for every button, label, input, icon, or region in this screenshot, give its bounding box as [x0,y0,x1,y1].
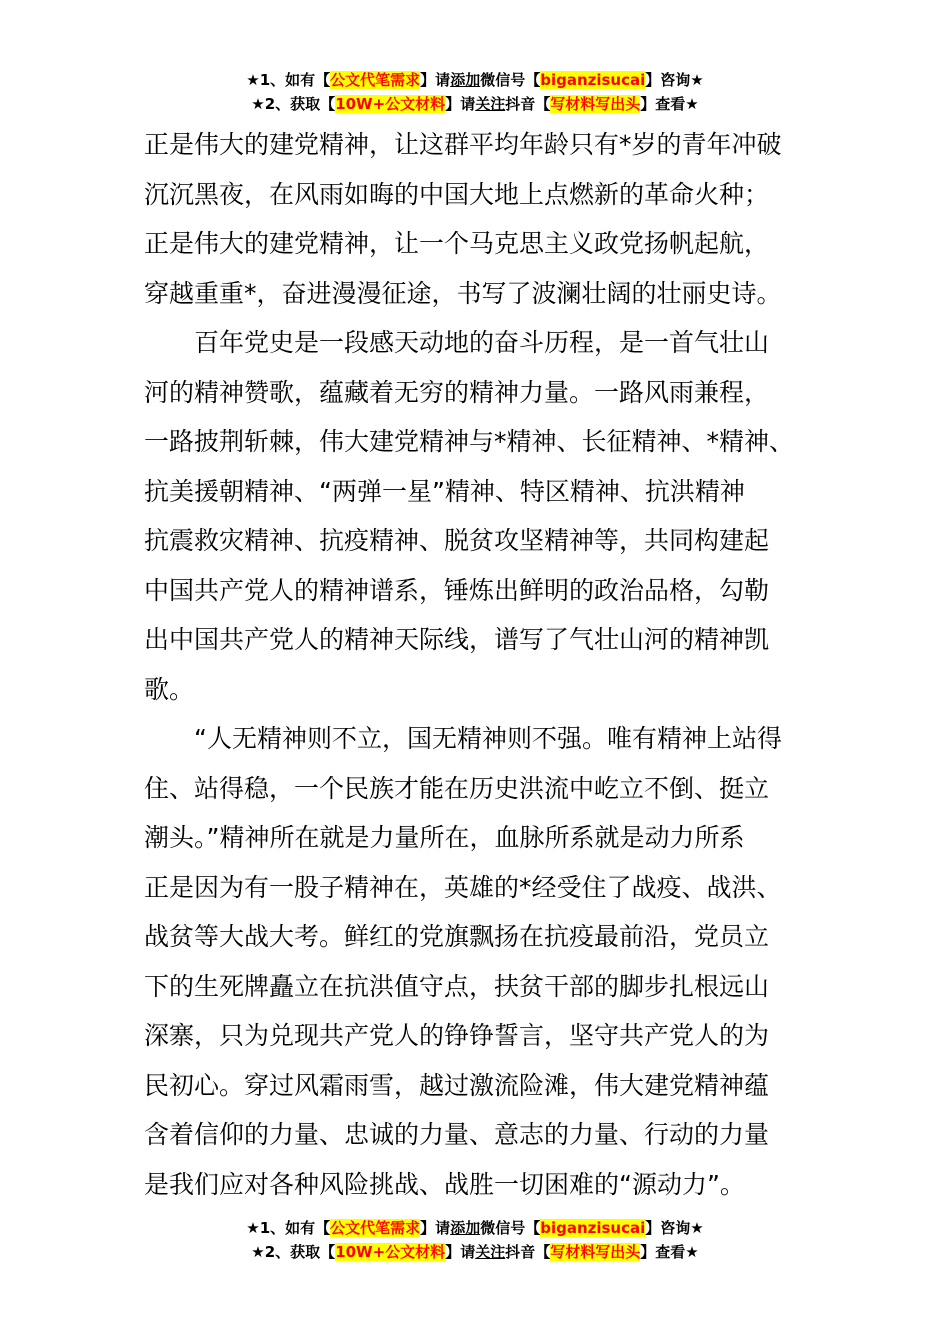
body-line: 河的精神赞歌，蕴藏着无穷的精神力量。一路风雨兼程， [144,377,770,407]
body-line: 出中国共产党人的精神天际线，谱写了气壮山河的精神凯 [144,625,770,654]
highlight-materials: 10W+公文材料 [335,95,446,113]
highlight-service: 公文代笔需求 [330,71,421,89]
banner-text: 】请 [420,1219,451,1237]
body-line: 含着信仰的力量、忠诚的力量、意志的力量、行动的力量 [144,1120,770,1149]
banner-line-2 [0,92,950,116]
banner-text: 抖音【 [505,1243,551,1261]
body-line: 穿越重重*，奋进漫漫征途，书写了波澜壮阔的壮丽史诗。 [144,278,782,308]
header-banner [0,68,950,116]
body-line: “人无精神则不立，国无精神则不强。唯有精神上站得 [144,724,782,753]
banner-text: ★1、如有【 [246,1219,331,1237]
banner-text: ★2、获取【 [251,95,336,113]
body-line: 歌。 [144,674,195,704]
underlined-text: 关注 [475,1243,506,1261]
highlight-wechat-id: biganzisucai [540,71,646,89]
highlight-materials: 10W+公文材料 [335,1243,446,1261]
banner-text: 抖音【 [505,95,551,113]
body-line: 抗震救灾精神、抗疫精神、脱贫攻坚精神等，共同构建起 [144,526,770,555]
body-line: 是我们应对各种风险挑战、战胜一切困难的“源动力”。 [144,1169,745,1199]
highlight-service: 公文代笔需求 [330,1219,421,1237]
body-line: 正是伟大的建党精神，让这群平均年龄只有*岁的青年冲破 [144,130,782,159]
document-body [144,120,844,1209]
body-line: 抗美援朝精神、“两弹一星”精神、特区精神、抗洪精神 [144,476,745,506]
body-line: 中国共产党人的精神谱系，锤炼出鲜明的政治品格，勾勒 [144,575,770,605]
body-line: 正是伟大的建党精神，让一个马克思主义政党扬帆起航， [144,229,770,258]
underlined-text: 添加 [450,1219,481,1237]
highlight-wechat-id: biganzisucai [540,1219,646,1237]
body-line: 下的生死牌矗立在抗洪值守点，扶贫干部的脚步扎根远山 [144,971,770,1001]
body-line: 沉沉黑夜，在风雨如晦的中国大地上点燃新的革命火种； [144,179,770,209]
banner-text: 微信号【 [480,71,541,89]
body-line: 潮头。”精神所在就是力量所在，血脉所系就是动力所系 [144,823,745,852]
banner-line-2 [0,1240,950,1264]
body-line: 正是因为有一股子精神在，英雄的*经受住了战疫、战洪、 [144,872,782,902]
banner-text: 】请 [445,1243,476,1261]
banner-line-1 [0,1216,950,1240]
body-line: 战贫等大战大考。鲜红的党旗飘扬在抗疫最前沿，党员立 [144,922,770,951]
highlight-douyin-account: 写材料写出头 [550,95,641,113]
body-line: 百年党史是一段感天动地的奋斗历程，是一首气壮山 [144,328,770,357]
underlined-text: 关注 [475,95,506,113]
body-line: 一路披荆斩棘，伟大建党精神与*精神、长征精神、*精神、 [144,427,795,456]
banner-text: 】咨询★ [645,71,704,89]
banner-text: 】查看★ [640,1243,699,1261]
body-line: 住、站得稳，一个民族才能在历史洪流中屹立不倒、挺立 [144,773,770,803]
banner-text: 】咨询★ [645,1219,704,1237]
banner-text: ★1、如有【 [246,71,331,89]
highlight-douyin-account: 写材料写出头 [550,1243,641,1261]
banner-text: ★2、获取【 [251,1243,336,1261]
banner-text: 】查看★ [640,95,699,113]
banner-text: 】请 [420,71,451,89]
underlined-text: 添加 [450,71,481,89]
banner-text: 微信号【 [480,1219,541,1237]
body-line: 民初心。穿过风霜雨雪，越过激流险滩，伟大建党精神蕴 [144,1070,770,1100]
banner-line-1 [0,68,950,92]
banner-text: 】请 [445,95,476,113]
body-line: 深寨，只为兑现共产党人的铮铮誓言，坚守共产党人的为 [144,1021,770,1050]
footer-banner [0,1216,950,1264]
